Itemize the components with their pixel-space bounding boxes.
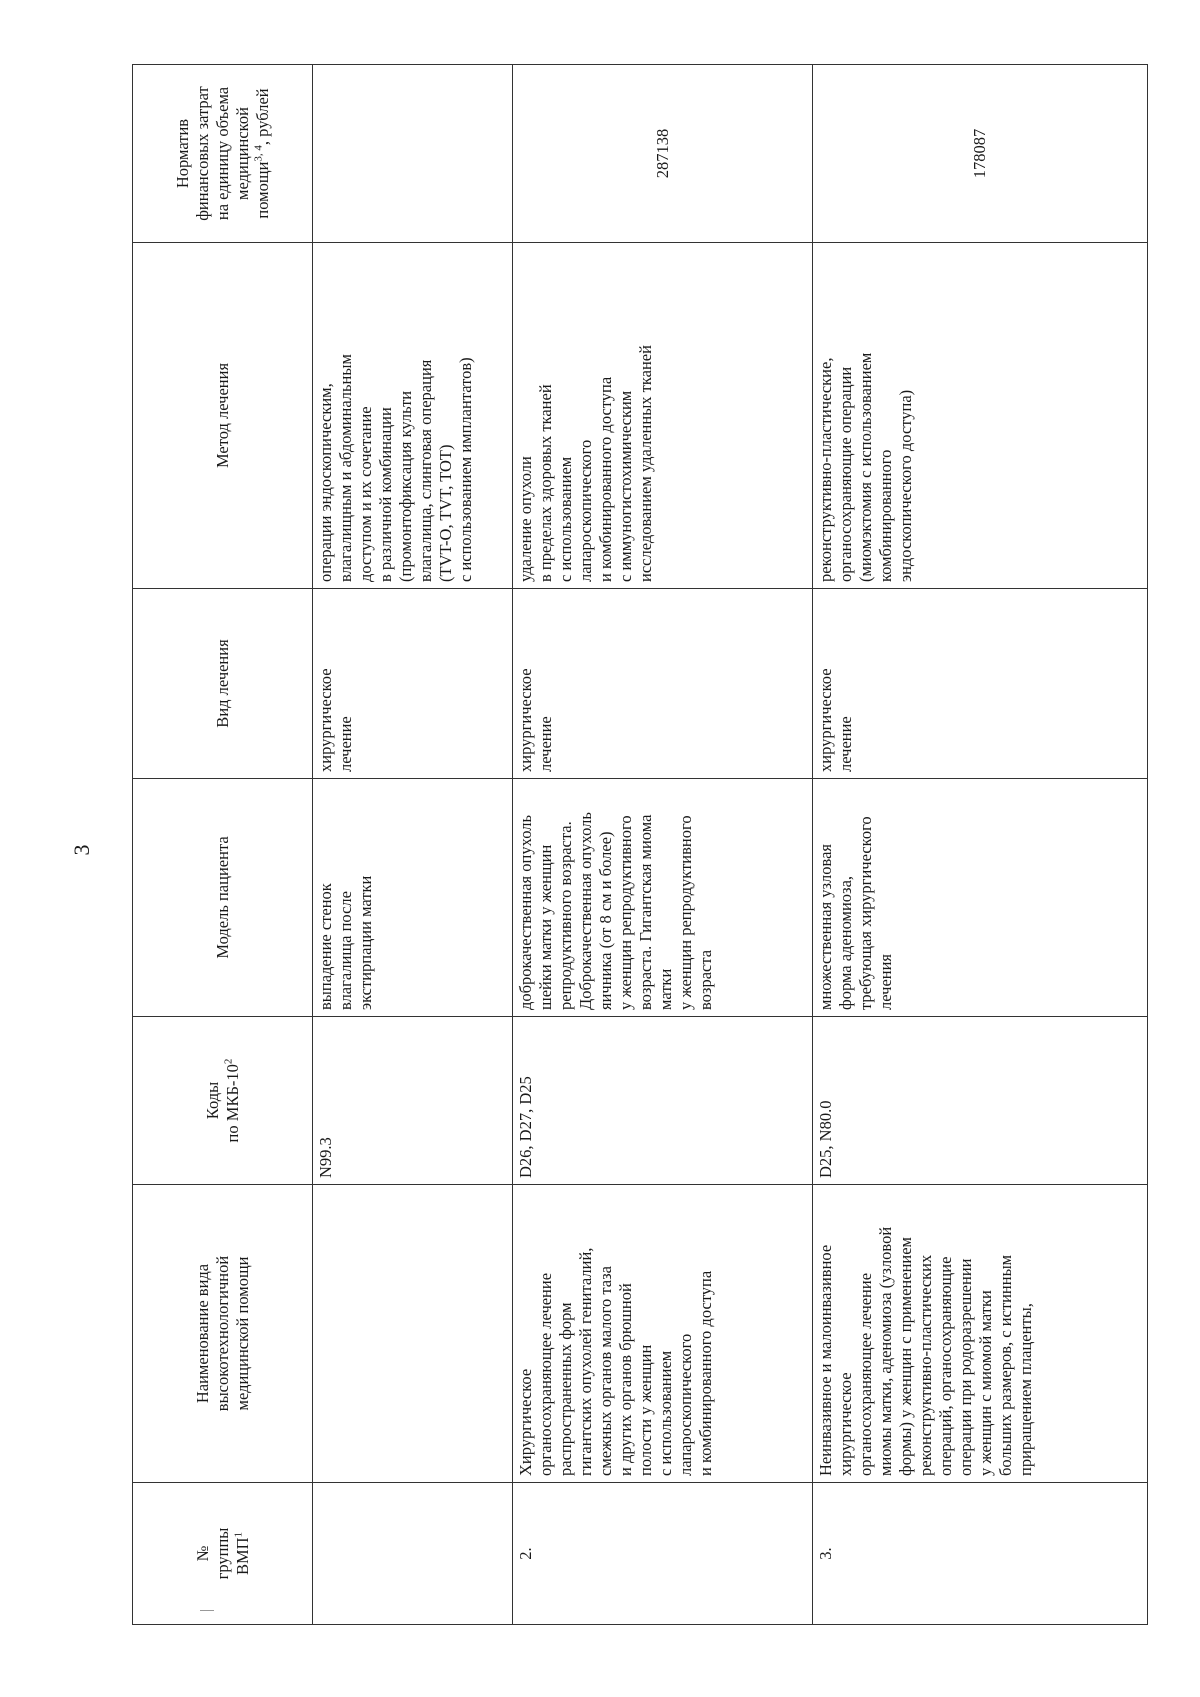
row-cost: 287138	[513, 65, 813, 243]
row-method: реконструктивно-пластические, органосохраняющие операции (миомэктомия с использованием комбинированного эндоскопического доступа)	[813, 243, 1148, 589]
header-method: Метод лечения	[133, 243, 313, 589]
row-model: выпадение стенок влагалища после экстирпации матки	[313, 779, 513, 1017]
row-codes: D25, N80.0	[813, 1017, 1148, 1185]
table-header-row	[133, 65, 313, 1625]
header-name: Наименование вида высокотехнологичной медицинской помощи	[133, 1185, 313, 1483]
row-cost	[313, 65, 513, 243]
rotated-table-container	[132, 65, 1147, 1625]
row-name: Хирургическое органосохраняющее лечение распространенных форм гигантских опухолей гениталий, смежных органов малого таза и других органов брюшной полости у женщин с использованием лапароскопического и комбинированного доступа	[513, 1185, 813, 1483]
page-number: 3	[69, 844, 94, 856]
row-model: множественная узловая форма аденомиоза, требующая хирургического лечения	[813, 779, 1148, 1017]
header-codes: Коды по МКБ-$10^2$	[133, 1017, 313, 1185]
header-cost: Норматив финансовых затрат на единицу объема медицинской помощи$^{3, 4}$, рублей	[133, 65, 313, 243]
header-model: Модель пациента	[133, 779, 313, 1017]
row-method: удаление опухоли в пределах здоровых тканей с использованием лапароскопического и комбинированного доступа с иммуногистохимическим исследованием удаленных тканей	[513, 243, 813, 589]
row-method: операции эндоскопическим, влагалищным и абдоминальным доступом и их сочетание в различной комбинации (промонтофиксация культи влагалища, слинговая операция (TVT-O, TVT, TOT) с использованием имплантатов)	[313, 243, 513, 589]
row-type: хирургическое лечение	[313, 589, 513, 779]
vmp-table	[132, 64, 1148, 1625]
row-type: хирургическое лечение	[513, 589, 813, 779]
row-name	[313, 1185, 513, 1483]
row-codes: D26, D27, D25	[513, 1017, 813, 1185]
header-type: Вид лечения	[133, 589, 313, 779]
header-group-no: № группы ВМП$^1$	[133, 1483, 313, 1625]
row-name: Неинвазивное и малоинвазивное хирургическое органосохраняющее лечение миомы матки, аденомиоза (узловой формы) у женщин с применением реконструктивно-пластических операций, органосохраняющие операции при родоразрешении у женщин с миомой матки больших размеров, с истинным приращением плаценты,	[813, 1185, 1148, 1483]
row-num: 2.	[513, 1483, 813, 1625]
row-num: 3.	[813, 1483, 1148, 1625]
row-model: доброкачественная опухоль шейки матки у женщин репродуктивного возраста. Доброкачественная опухоль яичника (от 8 см и более) у женщин репродуктивного возраста. Гигантская миома матки у женщин репродуктивного возраста	[513, 779, 813, 1017]
row-type: хирургическое лечение	[813, 589, 1148, 779]
row-num	[313, 1483, 513, 1625]
row-codes: N99.3	[313, 1017, 513, 1185]
table-row	[513, 65, 813, 1625]
table-row	[813, 65, 1148, 1625]
table-row	[313, 65, 513, 1625]
row-cost: 178087	[813, 65, 1148, 243]
